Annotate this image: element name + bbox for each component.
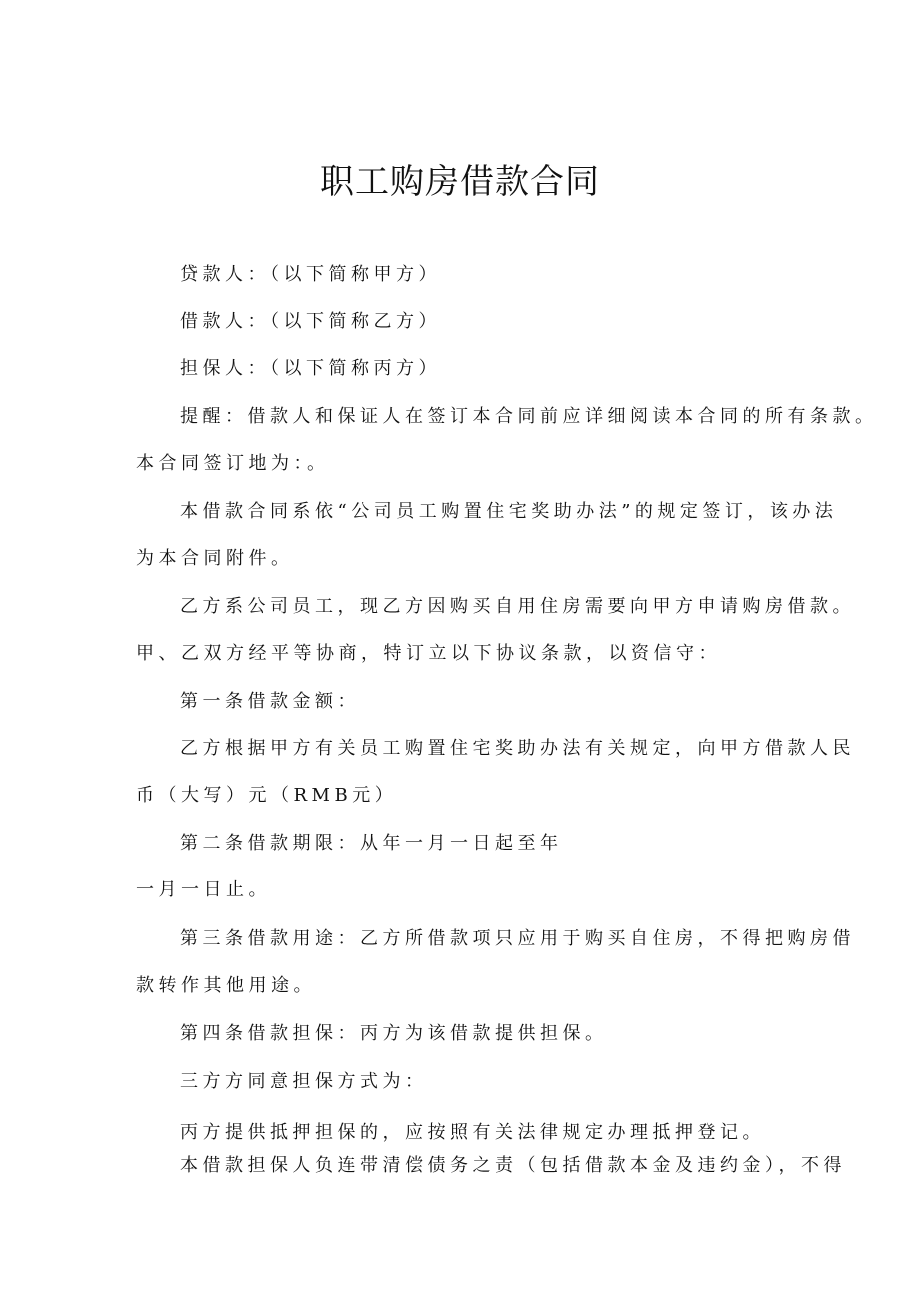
article-1-text-2: 币（大写）元（RMB元） bbox=[136, 785, 398, 806]
article-2-line-1: 第二条借款期限：从年一月一日起至年 bbox=[180, 833, 563, 854]
application-line-2: 甲、乙双方经平等协商，特订立以下协议条款，以资信守： bbox=[136, 643, 721, 664]
article-2-line-2: 一月一日止。 bbox=[136, 879, 271, 900]
article-3-line-2: 款转作其他用途。 bbox=[136, 975, 316, 996]
borrower-line: 借款人：（以下简称乙方） bbox=[180, 311, 441, 332]
article-3-line-1: 第三条借款用途：乙方所借款项只应用于购买自住房，不得把购房借 bbox=[180, 928, 855, 949]
reminder-line: 提醒：借款人和保证人在签订本合同前应详细阅读本合同的所有条款。 bbox=[180, 406, 878, 427]
guarantee-method-line: 三方方同意担保方式为： bbox=[180, 1071, 428, 1092]
application-line-1: 乙方系公司员工，现乙方因购买自用住房需要向甲方申请购房借款。 bbox=[180, 596, 855, 617]
basis-line-1: 本借款合同系依“公司员工购置住宅奖助办法”的规定签订，该办法 bbox=[180, 501, 838, 522]
guarantor-line: 担保人：（以下简称丙方） bbox=[180, 358, 441, 379]
basis-line-2: 为本合同附件。 bbox=[136, 548, 294, 569]
document-title: 职工购房借款合同 bbox=[320, 162, 600, 202]
signing-place-line: 本合同签订地为：。 bbox=[136, 453, 330, 474]
mortgage-line: 丙方提供抵押担保的，应按照有关法律规定办理抵押登记。 bbox=[180, 1122, 765, 1143]
joint-liability-line: 本借款担保人负连带清偿债务之责（包括借款本金及违约金），不得 bbox=[180, 1155, 846, 1176]
lender-line: 贷款人：（以下简称甲方） bbox=[180, 264, 441, 285]
article-4-line: 第四条借款担保：丙方为该借款提供担保。 bbox=[180, 1023, 608, 1044]
article-1-heading: 第一条借款金额： bbox=[180, 691, 360, 712]
article-1-text-1: 乙方根据甲方有关员工购置住宅奖助办法有关规定，向甲方借款人民 bbox=[180, 738, 855, 759]
